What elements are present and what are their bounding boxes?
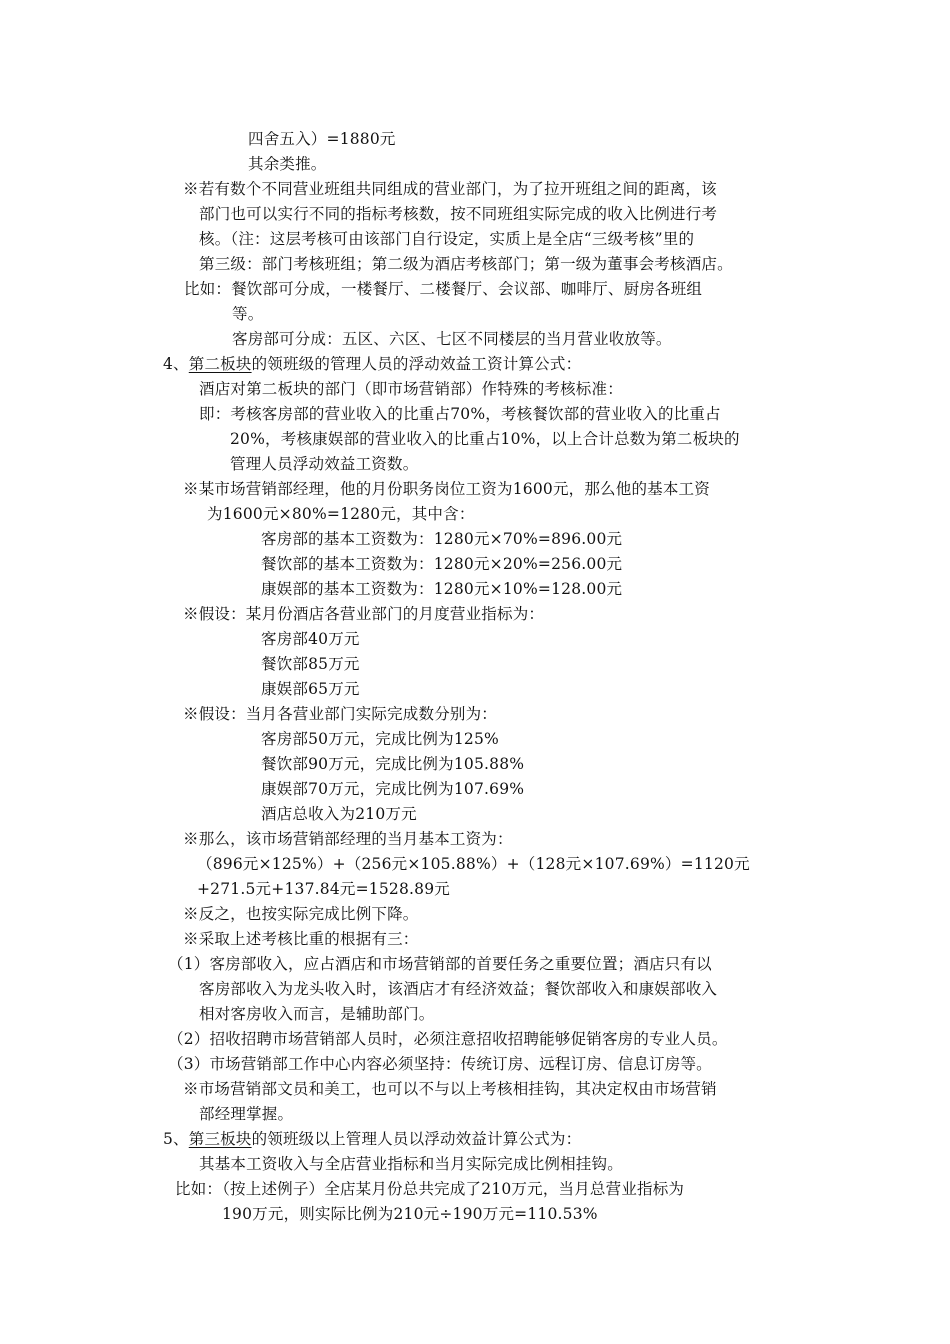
text-line: 核。（注：这层考核可由该部门自行设定，实质上是全店“三级考核”里的: [199, 230, 695, 248]
highlighted-term: 第三板块: [188, 1130, 252, 1148]
text-line: 其基本工资收入与全店营业指标和当月实际完成比例相挂钩。: [199, 1155, 623, 1173]
text-line: ※若有数个不同营业班组共同组成的营业部门，为了拉开班组之间的距离，该: [183, 180, 717, 198]
text-line: 为1600元×80%=1280元，其中含：: [207, 505, 475, 523]
text-line: 相对客房收入而言，是辅助部门。: [199, 1005, 435, 1023]
text-line: （896元×125%）+（256元×105.88%）+（128元×107.69%）=1120元: [197, 855, 750, 873]
text-line: 第三级：部门考核班组；第二级为酒店考核部门；第一级为董事会考核酒店。: [199, 255, 733, 273]
text-line: 比如：（按上述例子）全店某月份总共完成了210万元，当月总营业指标为: [175, 1180, 685, 1198]
text-line: 餐饮部90万元，完成比例为105.88%: [261, 755, 525, 773]
text-line: 酒店总收入为210万元: [261, 805, 417, 823]
text-line: 客房部的基本工资数为：1280元×70%=896.00元: [261, 530, 623, 548]
text-line: 部门也可以实行不同的指标考核数，按不同班组实际完成的收入比例进行考: [199, 205, 718, 223]
section-heading-5: [163, 1127, 581, 1151]
heading-text: 的领班级的管理人员的浮动效益工资计算公式：: [251, 355, 582, 373]
section-number: 5、: [163, 1130, 189, 1148]
text-line: 部经理掌握。: [199, 1105, 294, 1123]
text-line: 190万元，则实际比例为210元÷190万元=110.53%: [222, 1205, 598, 1223]
text-line: 比如：餐饮部可分成，一楼餐厅、二楼餐厅、会议部、咖啡厅、厨房各班组: [184, 280, 703, 298]
text-line: ※假设：某月份酒店各营业部门的月度营业指标为：: [183, 605, 545, 623]
text-line: 餐饮部85万元: [261, 655, 360, 673]
section-number: 4、: [163, 355, 189, 373]
heading-text: 的领班级以上管理人员以浮动效益计算公式为：: [251, 1130, 582, 1148]
text-line: 酒店对第二板块的部门（即市场营销部）作特殊的考核标准：: [199, 380, 623, 398]
text-line: +271.5元+137.84元=1528.89元: [197, 880, 450, 898]
text-line: ※反之，也按实际完成比例下降。: [183, 905, 419, 923]
text-line: （2）招收招聘市场营销部人员时，必须注意招收招聘能够促销客房的专业人员。: [168, 1030, 728, 1048]
text-line: 客房部50万元，完成比例为125%: [261, 730, 499, 748]
text-line: 四舍五入）=1880元: [248, 130, 396, 148]
text-line: ※假设：当月各营业部门实际完成数分别为：: [183, 705, 498, 723]
text-line: 康娱部70万元，完成比例为107.69%: [261, 780, 525, 798]
highlighted-term: 第二板块: [188, 355, 252, 373]
text-line: ※那么，该市场营销部经理的当月基本工资为：: [183, 830, 513, 848]
text-line: ※采取上述考核比重的根据有三：: [183, 930, 419, 948]
text-line: 管理人员浮动效益工资数。: [230, 455, 419, 473]
text-line: ※市场营销部文员和美工，也可以不与以上考核相挂钩，其决定权由市场营销: [183, 1080, 717, 1098]
text-line: 康娱部65万元: [261, 680, 360, 698]
text-line: （3）市场营销部工作中心内容必须坚持：传统订房、远程订房、信息订房等。: [168, 1055, 712, 1073]
text-line: 餐饮部的基本工资数为：1280元×20%=256.00元: [261, 555, 623, 573]
text-line: 20%，考核康娱部的营业收入的比重占10%，以上合计总数为第二板块的: [230, 430, 740, 448]
text-line: 其余类推。: [248, 155, 327, 173]
text-line: 客房部40万元: [261, 630, 360, 648]
text-line: 即：考核客房部的营业收入的比重占70%，考核餐饮部的营业收入的比重占: [199, 405, 721, 423]
text-line: 客房部收入为龙头收入时，该酒店才有经济效益；餐饮部收入和康娱部收入: [199, 980, 718, 998]
text-line: 康娱部的基本工资数为：1280元×10%=128.00元: [261, 580, 623, 598]
text-line: （1）客房部收入，应占酒店和市场营销部的首要任务之重要位置；酒店只有以: [168, 955, 712, 973]
text-line: ※某市场营销部经理，他的月份职务岗位工资为1600元，那么他的基本工资: [183, 480, 710, 498]
text-line: 等。: [232, 305, 264, 323]
text-line: 客房部可分成：五区、六区、七区不同楼层的当月营业收放等。: [232, 330, 672, 348]
section-heading-4: [163, 352, 581, 376]
